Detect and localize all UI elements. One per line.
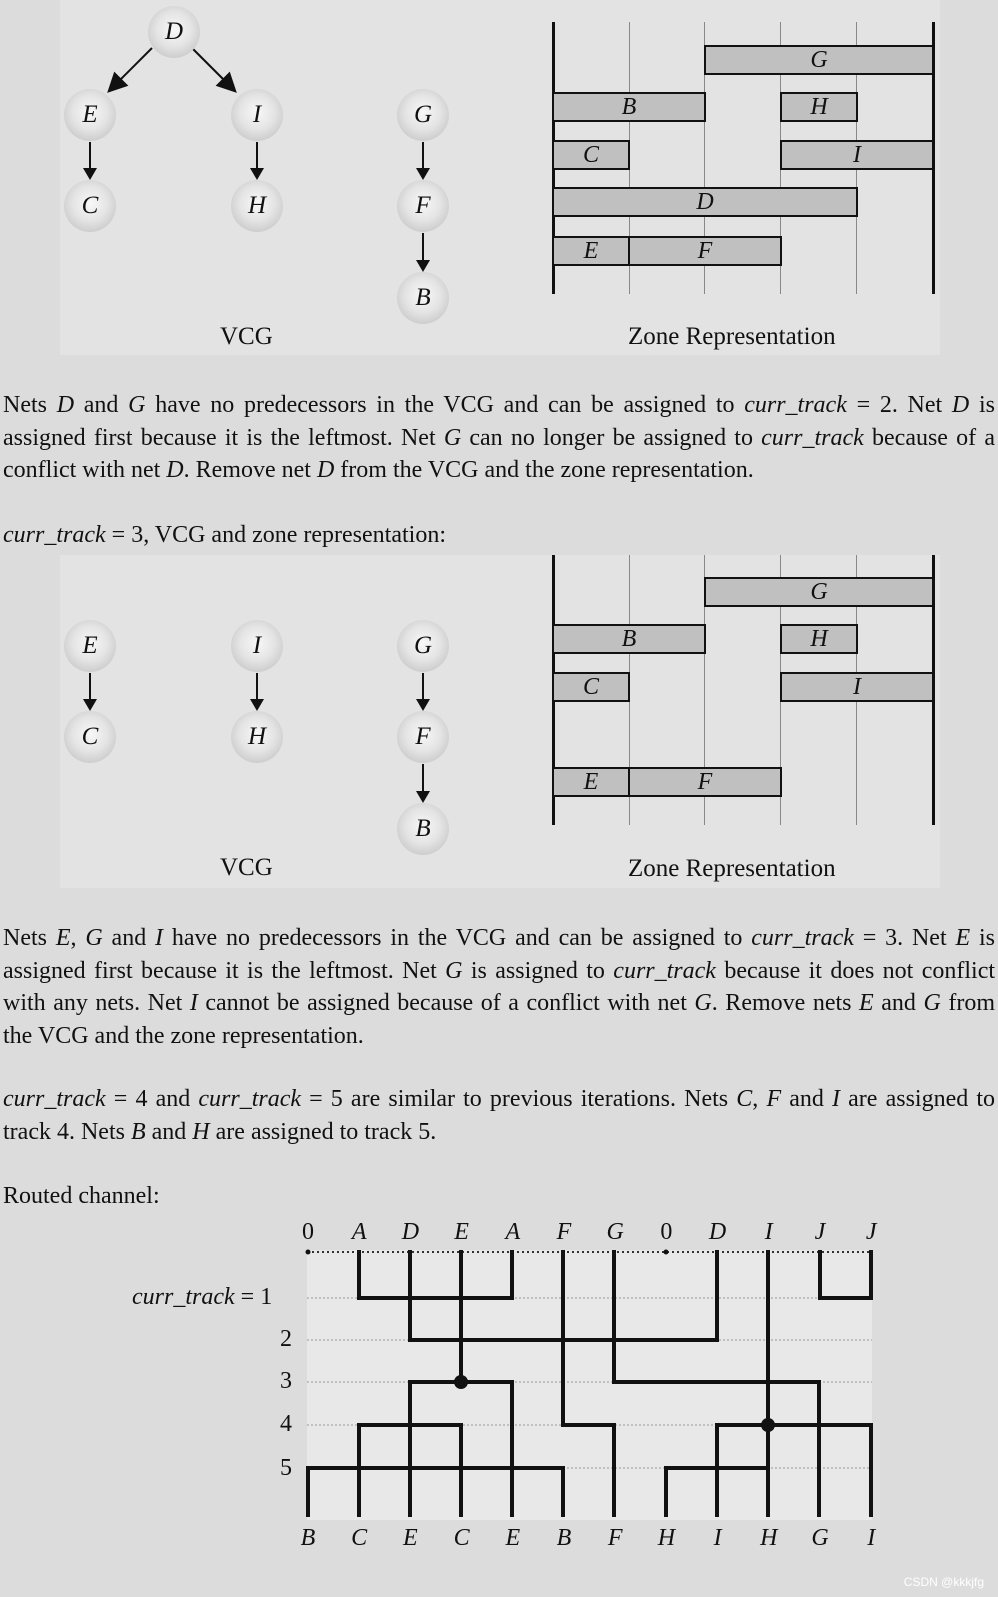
vcg1-node-h: H <box>231 180 283 232</box>
vcg2-node-b: B <box>397 803 449 855</box>
zone2-caption: Zone Representation <box>628 855 836 882</box>
bottom-pin-label: C <box>351 1525 368 1551</box>
vcg2-node-g: G <box>397 620 449 672</box>
vcg1-node-g: G <box>397 89 449 141</box>
top-pin-label: E <box>454 1219 469 1245</box>
paragraph-track-3-intro: curr_track = 3, VCG and zone representation: <box>3 522 446 548</box>
top-pin-label: A <box>351 1219 367 1245</box>
paragraph-track-3: Nets E, G and I have no predecessors in the VCG and can be assigned to curr_track = 3. Net E is assigned first because it is the leftmost. Net G is assigned to curr_track because it does not conflict with any nets. Net I cannot be assigned because of a conflict with net G. Remove nets E and G from the VCG and the zone representation. <box>3 925 996 1049</box>
vcg2-node-e: E <box>64 620 116 672</box>
top-pin-label: 0 <box>302 1219 314 1245</box>
vcg2-node-f: F <box>397 711 449 763</box>
bottom-pin-label: E <box>403 1525 418 1551</box>
zone2-net-b: B <box>552 624 706 654</box>
zone1-net-c: C <box>552 140 630 170</box>
top-pin-label: J <box>865 1219 877 1245</box>
top-pin-label: A <box>505 1219 521 1245</box>
bottom-pin-label: B <box>300 1525 316 1551</box>
bottom-pin-label: G <box>811 1525 829 1551</box>
bottom-pin-label: H <box>760 1525 778 1551</box>
paragraph-tracks-4-5: curr_track = 4 and curr_track = 5 are similar to previous iterations. Nets C, F and I are assigned to track 4. Nets B and H are assigned to track 5. <box>3 1086 996 1145</box>
track-number: 1 <box>260 1284 273 1310</box>
track-5-label: 5 <box>280 1455 292 1481</box>
top-pin-label: G <box>606 1219 624 1245</box>
zone2-net-g: G <box>704 577 934 607</box>
track-var-name: curr_track <box>132 1284 235 1310</box>
vcg1-node-f: F <box>397 180 449 232</box>
top-pin-label: 0 <box>660 1219 673 1245</box>
bottom-pin-label: B <box>556 1525 572 1551</box>
zone1-caption: Zone Representation <box>628 323 836 350</box>
track-3-label: 3 <box>280 1368 292 1394</box>
bottom-pin-label: I <box>713 1525 722 1551</box>
watermark: CSDN @kkkjfg <box>903 1575 984 1589</box>
zone1-net-f: F <box>628 236 782 266</box>
bottom-pin-label: H <box>657 1525 676 1551</box>
bottom-pin-label: C <box>453 1525 470 1551</box>
vcg1-node-d: D <box>148 6 200 58</box>
vcg2-node-c: C <box>64 711 116 763</box>
zone1-net-h: H <box>780 92 858 122</box>
track-equals: = <box>234 1284 261 1310</box>
top-pin-label: I <box>764 1219 773 1245</box>
bottom-pin-label: E <box>505 1525 521 1551</box>
vcg1-caption: VCG <box>220 323 273 350</box>
zone1-net-e: E <box>552 236 630 266</box>
top-pin-label: D <box>708 1219 727 1245</box>
zone1-net-i: I <box>780 140 934 170</box>
paragraph-routed-channel: Routed channel: <box>3 1183 160 1209</box>
vcg1-node-e: E <box>64 89 116 141</box>
bottom-pin-label: I <box>867 1525 876 1551</box>
zone1-net-d: D <box>552 187 858 217</box>
top-pin-label: J <box>814 1219 826 1245</box>
zone1-net-b: B <box>552 92 706 122</box>
zone2-net-c: C <box>552 672 630 702</box>
vcg2-caption: VCG <box>220 854 273 881</box>
top-pin-label: D <box>401 1219 420 1245</box>
vcg2-node-i: I <box>231 620 283 672</box>
track-4-label: 4 <box>280 1411 292 1437</box>
top-pin-label: F <box>556 1219 572 1245</box>
vcg1-node-c: C <box>64 180 116 232</box>
track-2-label: 2 <box>280 1326 292 1352</box>
zone2-net-i: I <box>780 672 934 702</box>
zone2-net-h: H <box>780 624 858 654</box>
paragraph-track-2: Nets D and G have no predecessors in the VCG and can be assigned to curr_track = 2. Net D is assigned first because it is the leftmost. Net G can no longer be assigned to curr_track because of a conflict with net D. Remove net D from the VCG and the zone representation. <box>3 392 996 483</box>
vcg1-node-b: B <box>397 272 449 324</box>
zone2-net-f: F <box>628 767 782 797</box>
vcg1-node-i: I <box>231 89 283 141</box>
bottom-pin-label: F <box>607 1525 623 1551</box>
zone1-net-g: G <box>704 45 934 75</box>
vcg2-node-h: H <box>231 711 283 763</box>
zone2-net-e: E <box>552 767 630 797</box>
